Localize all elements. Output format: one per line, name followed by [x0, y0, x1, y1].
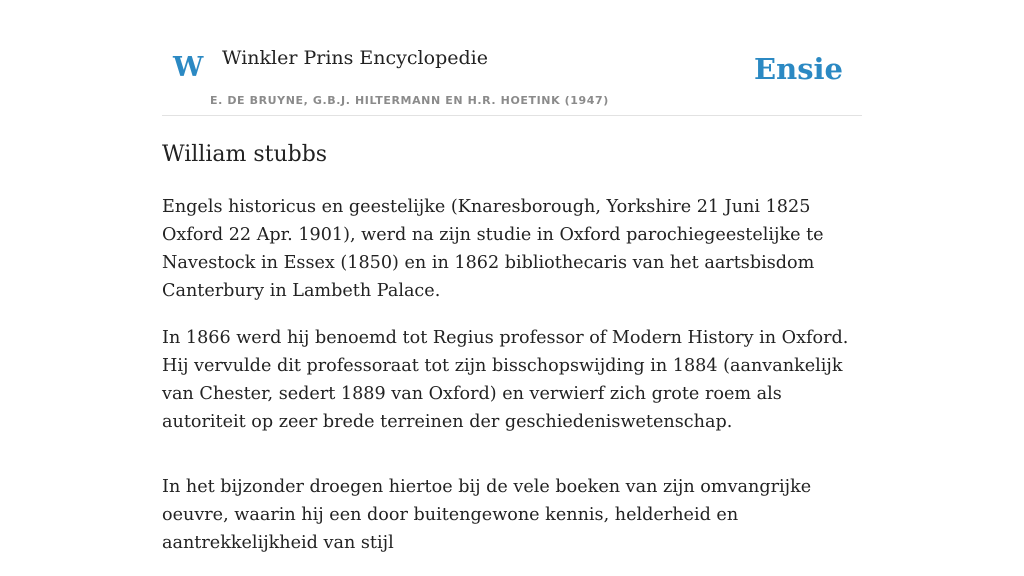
article-paragraph: In 1866 werd hij benoemd tot Regius professor of Modern History in Oxford. Hij vervulde dit professoraat tot zijn bisschopswijding in 1884 (aanvankelijk van Chester, sedert 1889 van Oxford) en verwierf zich grote roem als autoriteit op zeer brede terreinen der geschiedeniswetenschap.	[162, 328, 849, 432]
article-paragraph: In het bijzonder droegen hiertoe bij de vele boeken van zijn omvangrijke oeuvre, waarin hij een door buitengewone kennis, helderheid en aantrekkelijkheid van stijl	[162, 477, 812, 553]
source-header	[162, 40, 862, 116]
source-authors: E. DE BRUYNE, G.B.J. HILTERMANN EN H.R. HOETINK (1947)	[210, 94, 609, 107]
source-title[interactable]: Winkler Prins Encyclopedie	[222, 47, 488, 69]
article-paragraph: Engels historicus en geestelijke (Knaresborough, Yorkshire 21 Juni 1825 Oxford 22 Apr. 1901), werd na zijn studie in Oxford parochiegeestelijke te Navestock in Essex (1850) en in 1862 bibliothecaris van het aartsbisdom Canterbury in Lambeth Palace.	[162, 197, 824, 301]
source-logo-letter[interactable]: W	[173, 52, 204, 83]
ensie-logo-link[interactable]: Ensie	[754, 52, 843, 86]
article	[162, 139, 862, 576]
article-headword: William stubbs	[162, 142, 328, 167]
